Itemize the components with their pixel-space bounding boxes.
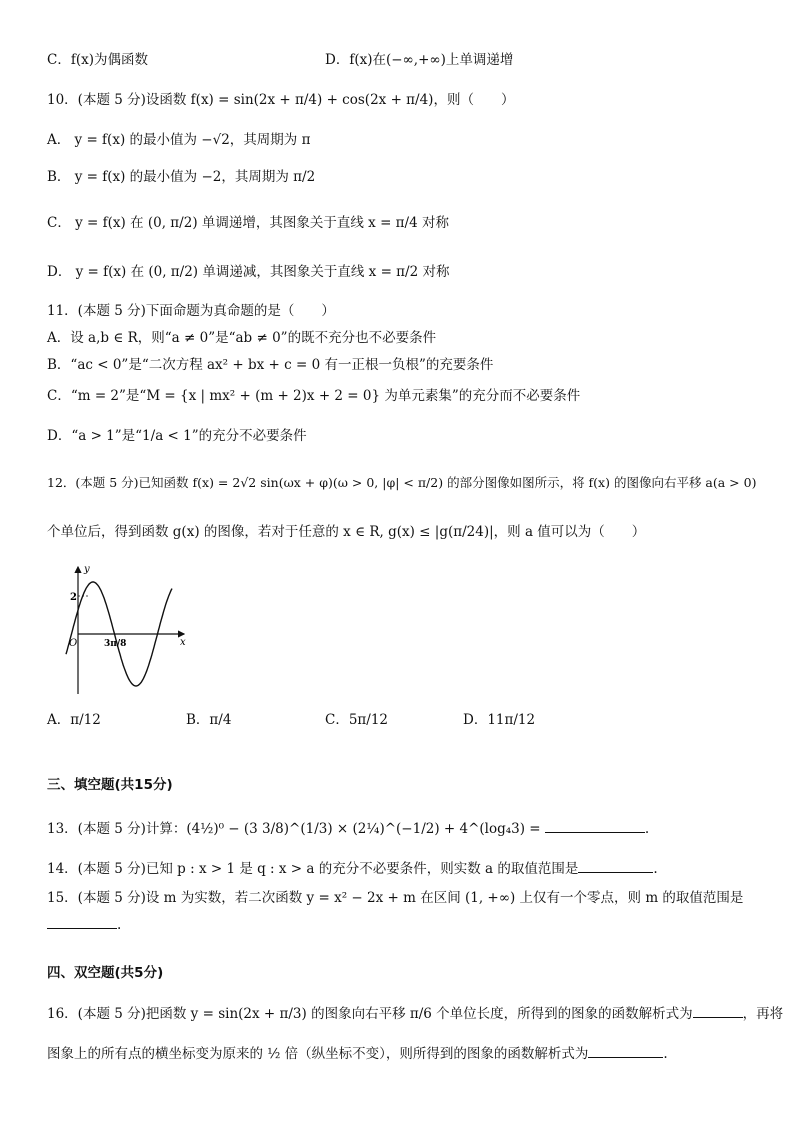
question-12-option-c: C．5π/12 bbox=[325, 712, 389, 728]
question-16-continued: 图象上的所有点的横坐标变为原来的 ½ 倍（纵坐标不变），则所得到的图象的函数解析式为 . bbox=[47, 1043, 754, 1064]
option-d-increasing: D．f(x)在(−∞,+∞)上单调递增 bbox=[325, 52, 514, 68]
question-10-option-d: D． y = f(x) 在 (0, π/2) 单调递减，其图象关于直线 x = π/2 对称 bbox=[47, 264, 450, 280]
option-c-even: C．f(x)为偶函数 bbox=[47, 52, 148, 68]
question-10-option-b: B． y = f(x) 的最小值为 −2，其周期为 π/2 bbox=[47, 169, 316, 185]
x-axis-label: x bbox=[180, 637, 186, 648]
origin-label: O bbox=[69, 638, 78, 649]
question-16: 16．(本题 5 分)把函数 y = sin(2x + π/3) 的图象向右平移 π/6 个单位长度，所得到的图象的函数解析式为 ，再将 bbox=[47, 1003, 754, 1024]
question-12-option-d: D．11π/12 bbox=[463, 712, 536, 728]
question-11-option-d: D．“a > 1”是“1/a < 1”的充分不必要条件 bbox=[47, 428, 307, 444]
x-tick-3pi-8: 3π/8 bbox=[104, 639, 127, 649]
question-12-continued: 个单位后，得到函数 g(x) 的图像，若对于任意的 x ∈ R, g(x) ≤ |g(π/24)|，则 a 值可以为（ ） bbox=[47, 524, 646, 540]
question-11: 11．(本题 5 分)下面命题为真命题的是（ ） bbox=[47, 303, 335, 319]
question-12: 12．(本题 5 分)已知函数 f(x) = 2√2 sin(ωx + φ)(ω > 0, |φ| < π/2) 的部分图像如图所示，将 f(x) 的图像向右平移 a(a > 0) bbox=[47, 475, 757, 490]
question-13: 13．(本题 5 分)计算：(4½)⁰ − (3 3/8)^(1/3) × (2¼)^(−1/2) + 4^(log₄3) = . bbox=[47, 818, 754, 839]
question-11-option-b: B．“ac < 0”是“二次方程 ax² + bx + c = 0 有一正根一负根”的充要条件 bbox=[47, 357, 494, 373]
section-double-blank-heading: 四、双空题(共5分) bbox=[47, 965, 164, 981]
question-11-option-c: C．“m = 2”是“M = {x | mx² + (m + 2)x + 2 = 0} 为单元素集”的充分而不必要条件 bbox=[47, 388, 581, 404]
question-12-option-a: A．π/12 bbox=[47, 712, 101, 728]
section-fill-blank-heading: 三、填空题(共15分) bbox=[47, 777, 173, 793]
question-15: 15．(本题 5 分)设 m 为实数，若二次函数 y = x² − 2x + m 在区间 (1, +∞) 上仅有一个零点，则 m 的取值范围是 bbox=[47, 890, 744, 906]
question-10-option-a: A． y = f(x) 的最小值为 −√2，其周期为 π bbox=[47, 132, 311, 148]
question-14: 14．(本题 5 分)已知 p : x > 1 是 q : x > a 的充分不必要条件，则实数 a 的取值范围是 . bbox=[47, 858, 754, 879]
question-11-option-a: A．设 a,b ∈ R，则“a ≠ 0”是“ab ≠ 0”的既不充分也不必要条件 bbox=[47, 330, 437, 346]
question-10: 10．(本题 5 分)设函数 f(x) = sin(2x + π/4) + cos(2x + π/4)，则（ ） bbox=[47, 92, 515, 108]
y-tick-2: 2 bbox=[70, 592, 77, 603]
y-axis-label: y bbox=[84, 564, 90, 575]
question-10-option-c: C． y = f(x) 在 (0, π/2) 单调递增，其图象关于直线 x = π/4 对称 bbox=[47, 215, 449, 231]
sine-graph bbox=[62, 562, 192, 697]
question-12-option-b: B．π/4 bbox=[186, 712, 232, 728]
question-15-blank: . bbox=[47, 914, 754, 935]
